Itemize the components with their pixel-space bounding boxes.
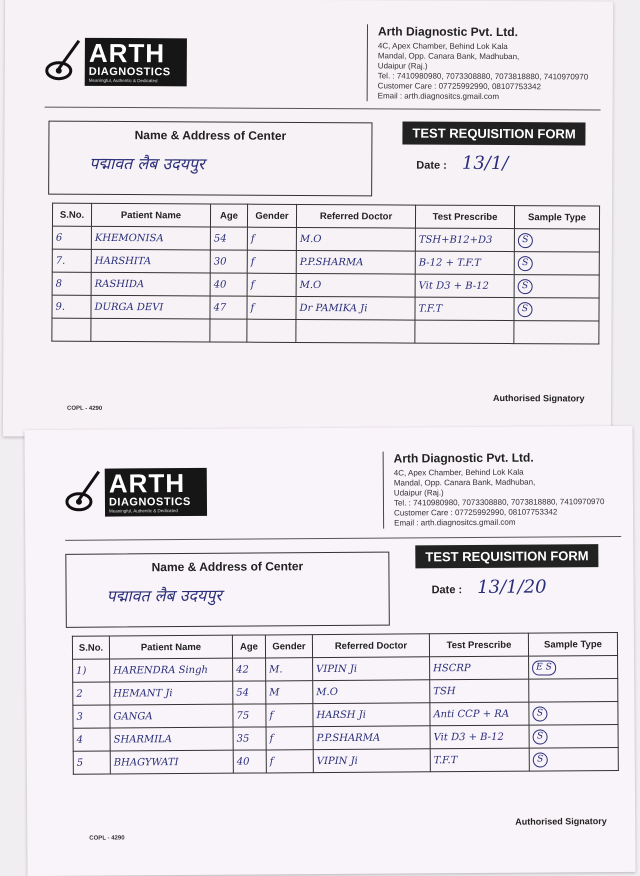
cell-test: Anti CCP + RA bbox=[430, 702, 529, 726]
cell-sno: 2 bbox=[73, 682, 110, 705]
center-value: पद्मावत लैब उदयपुर bbox=[89, 153, 205, 174]
cell-sample bbox=[514, 275, 599, 298]
cell-test: Vit D3 + B-12 bbox=[415, 274, 514, 298]
cell-gender: f bbox=[247, 296, 296, 319]
cell-sample bbox=[529, 678, 618, 702]
sample-mark: S bbox=[533, 729, 548, 744]
center-box bbox=[65, 552, 390, 628]
cell-gender: M. bbox=[266, 658, 313, 681]
cell-gender bbox=[247, 319, 296, 342]
cell-sample bbox=[529, 747, 618, 771]
cell-test bbox=[415, 320, 514, 344]
cell-doctor: M.O bbox=[296, 273, 415, 297]
cell-sno: 5 bbox=[73, 751, 110, 774]
cell-name: BHAGYWATI bbox=[110, 750, 233, 774]
company-email: Email : arth.diagnositcs.gmail.com bbox=[394, 517, 516, 528]
company-address-2: Mandal, Opp. Canara Bank, Madhuban, bbox=[393, 477, 536, 488]
cell-doctor: M.O bbox=[296, 227, 415, 251]
form-title: TEST REQUISITION FORM bbox=[402, 121, 585, 145]
cell-test: T.F.T bbox=[430, 748, 529, 772]
col-referred-doctor: Referred Doctor bbox=[296, 204, 415, 228]
cell-age: 54 bbox=[233, 681, 266, 704]
date-label: Date : bbox=[431, 584, 463, 597]
center-heading: Name & Address of Center bbox=[134, 128, 287, 143]
cell-test: TSH+B12+D3 bbox=[415, 228, 514, 252]
cell-age: 47 bbox=[210, 296, 247, 319]
center-heading: Name & Address of Center bbox=[151, 559, 304, 575]
cell-sample bbox=[529, 724, 618, 748]
logo-sub: DIAGNOSTICS bbox=[108, 495, 191, 509]
table-row bbox=[52, 272, 599, 298]
cell-gender: f bbox=[266, 727, 313, 750]
cell-doctor: Dr PAMIKA Ji bbox=[296, 296, 415, 320]
sample-mark: S bbox=[518, 233, 533, 248]
microscope-logo-icon bbox=[45, 35, 85, 89]
col-sample-type: Sample Type bbox=[514, 206, 599, 229]
cell-name: DURGA DEVI bbox=[91, 295, 210, 319]
date-value: 13/1/ bbox=[461, 152, 509, 175]
authorised-signatory: Authorised Signatory bbox=[493, 392, 585, 404]
cell-test: B-12 + T.F.T bbox=[415, 251, 514, 275]
cell-gender: f bbox=[247, 227, 296, 250]
company-tel: Tel. : 7410980980, 7073308880, 7073818880, 7410970970 bbox=[377, 71, 589, 82]
date-label: Date : bbox=[416, 159, 447, 172]
cell-sample bbox=[514, 229, 599, 252]
arth-logo bbox=[65, 465, 207, 520]
authorised-signatory: Authorised Signatory bbox=[515, 816, 607, 827]
company-tel: Tel. : 7410980980, 7073308880, 7073818880, 7410970970 bbox=[393, 497, 605, 508]
company-address-2: Mandal, Opp. Canara Bank, Madhuban, bbox=[377, 51, 520, 62]
table-row bbox=[52, 249, 599, 275]
cell-test: Vit D3 + B-12 bbox=[430, 725, 529, 749]
cell-gender: M bbox=[266, 681, 313, 704]
patient-table bbox=[72, 632, 619, 775]
cell-sno: 7. bbox=[52, 249, 91, 272]
cell-test: TSH bbox=[430, 679, 529, 703]
table-row bbox=[73, 747, 618, 774]
company-address-1: 4C, Apex Chamber, Behind Lok Kala bbox=[393, 467, 524, 478]
table-row bbox=[52, 318, 599, 344]
cell-age bbox=[210, 319, 247, 342]
cell-age: 75 bbox=[233, 704, 266, 727]
col-age: Age bbox=[210, 204, 247, 227]
cell-doctor: VIPIN Ji bbox=[313, 657, 430, 681]
header-divider bbox=[45, 107, 601, 111]
table-header bbox=[52, 203, 599, 229]
center-box bbox=[48, 121, 372, 197]
requisition-form-1 bbox=[3, 0, 613, 440]
cell-test: HSCRP bbox=[430, 656, 529, 680]
cell-name: KHEMONISA bbox=[91, 226, 210, 250]
header-divider bbox=[65, 536, 621, 541]
col-patient-name: Patient Name bbox=[91, 203, 210, 227]
arth-logo bbox=[45, 35, 187, 90]
company-address-1: 4C, Apex Chamber, Behind Lok Kala bbox=[377, 41, 508, 52]
microscope-logo-icon bbox=[65, 466, 105, 520]
sample-mark: S bbox=[518, 256, 533, 271]
cell-name: HARSHITA bbox=[91, 249, 210, 273]
table-row bbox=[52, 295, 599, 321]
company-name: Arth Diagnostic Pvt. Ltd. bbox=[393, 450, 534, 466]
cell-age: 42 bbox=[233, 658, 266, 681]
col-age: Age bbox=[232, 635, 265, 658]
logo-brand: ARTH bbox=[108, 468, 186, 499]
col-sample-type: Sample Type bbox=[528, 632, 617, 656]
cell-sample bbox=[514, 298, 599, 321]
col-test-prescribe: Test Prescribe bbox=[415, 205, 514, 229]
date-field bbox=[431, 576, 546, 598]
cell-name: GANGA bbox=[110, 704, 233, 728]
cell-doctor: VIPIN Ji bbox=[313, 749, 430, 773]
col-patient-name: Patient Name bbox=[109, 635, 232, 659]
cell-age: 35 bbox=[233, 727, 266, 750]
cell-sno bbox=[52, 318, 91, 341]
copl-code: COPL - 4290 bbox=[89, 835, 125, 842]
cell-sno: 9. bbox=[52, 295, 91, 318]
company-address-3: Udaipur (Raj.) bbox=[393, 488, 444, 498]
date-value: 13/1/20 bbox=[477, 576, 547, 598]
table-row bbox=[52, 226, 599, 252]
sample-mark: S bbox=[517, 302, 532, 317]
sample-mark: E S bbox=[532, 660, 556, 675]
cell-doctor: P.P.SHARMA bbox=[296, 250, 415, 274]
logo-tagline: Meaningful, Authentic & Dedicated bbox=[109, 508, 178, 514]
cell-age: 40 bbox=[210, 273, 247, 296]
cell-age: 54 bbox=[210, 227, 247, 250]
col-sno: S.No. bbox=[72, 636, 109, 659]
cell-doctor: HARSH Ji bbox=[313, 703, 430, 727]
requisition-form-2 bbox=[24, 426, 635, 876]
center-value: पद्मावत लैब उदयपुर bbox=[106, 585, 222, 606]
form-title: TEST REQUISITION FORM bbox=[415, 544, 598, 568]
cell-name: HARENDRA Singh bbox=[110, 658, 233, 682]
cell-sno: 4 bbox=[73, 728, 110, 751]
patient-table bbox=[51, 203, 600, 345]
sample-mark: S bbox=[533, 752, 548, 767]
cell-name: SHARMILA bbox=[110, 727, 233, 751]
logo-tagline: Meaningful, Authentic & Dedicated bbox=[88, 77, 158, 84]
cell-gender: f bbox=[247, 273, 296, 296]
sample-mark: S bbox=[532, 706, 547, 721]
cell-gender: f bbox=[266, 750, 313, 773]
copl-code: COPL - 4290 bbox=[66, 405, 103, 412]
cell-test: T.F.T bbox=[415, 297, 514, 321]
logo-sub: DIAGNOSTICS bbox=[88, 65, 171, 79]
company-name: Arth Diagnostic Pvt. Ltd. bbox=[377, 24, 519, 40]
cell-sno: 8 bbox=[52, 272, 91, 295]
cell-gender: f bbox=[266, 704, 313, 727]
cell-doctor: M.O bbox=[313, 680, 430, 704]
cell-doctor bbox=[296, 319, 415, 343]
cell-name: HEMANT Ji bbox=[110, 681, 233, 705]
cell-sno: 3 bbox=[73, 705, 110, 728]
company-info bbox=[367, 24, 622, 102]
company-care: Customer Care : 07725992990, 08107753342 bbox=[377, 81, 541, 92]
col-gender: Gender bbox=[247, 204, 296, 227]
col-gender: Gender bbox=[265, 635, 312, 658]
col-sno: S.No. bbox=[52, 203, 91, 226]
cell-name bbox=[91, 318, 210, 342]
company-email: Email : arth.diagnositcs.gmail.com bbox=[377, 91, 500, 101]
company-care: Customer Care : 07725992990, 08107753342 bbox=[394, 507, 558, 518]
col-referred-doctor: Referred Doctor bbox=[312, 634, 429, 658]
cell-sample bbox=[514, 321, 599, 344]
company-info bbox=[383, 450, 639, 529]
cell-age: 30 bbox=[210, 250, 247, 273]
cell-sample bbox=[529, 655, 618, 679]
cell-sample bbox=[529, 701, 618, 725]
cell-age: 40 bbox=[233, 750, 266, 773]
company-address-3: Udaipur (Raj.) bbox=[377, 61, 428, 71]
cell-sno: 1) bbox=[73, 659, 110, 682]
cell-doctor: P.P.SHARMA bbox=[313, 726, 430, 750]
cell-sno: 6 bbox=[52, 226, 91, 249]
col-test-prescribe: Test Prescribe bbox=[429, 633, 528, 657]
date-field bbox=[416, 153, 508, 174]
cell-sample bbox=[514, 252, 599, 275]
logo-brand: ARTH bbox=[88, 37, 166, 69]
cell-name: RASHIDA bbox=[91, 272, 210, 296]
sample-mark: S bbox=[518, 279, 533, 294]
cell-gender: f bbox=[247, 250, 296, 273]
